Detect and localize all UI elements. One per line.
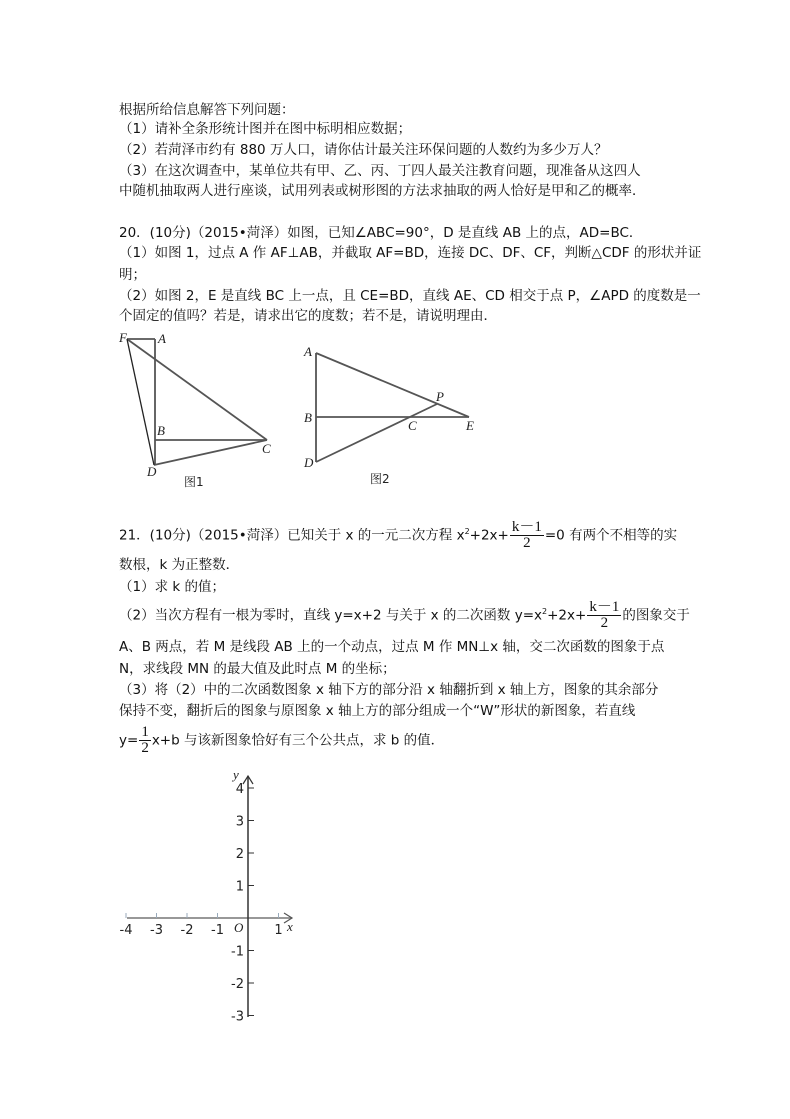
coordinate-axes	[120, 767, 293, 1025]
label-E2: E	[466, 418, 474, 433]
q21-part3a: （3）将（2）中的二次函数图象 x 轴下方的部分沿 x 轴翻折到 x 轴上方，图象的其余部分	[119, 682, 659, 698]
x-tick-label: -2	[180, 923, 194, 938]
x-axis-label: x	[287, 919, 293, 934]
label-C: C	[262, 441, 271, 456]
y-tick-label: -3	[231, 1009, 244, 1025]
figure-2-caption: 图2	[370, 472, 390, 486]
y-tick-label: 2	[235, 847, 244, 862]
exponent: 2	[464, 527, 470, 536]
label-B: B	[157, 423, 165, 438]
numerator: k－1	[511, 519, 542, 535]
text: y=	[119, 732, 139, 749]
x-tick-label: -4	[119, 923, 133, 938]
q20-part2a: （2）如图 2，E 是直线 BC 上一点，且 CE=BD，直线 AE、CD 相交于点 P，∠APD 的度数是一	[119, 288, 701, 304]
exponent: 2	[542, 607, 548, 616]
label-C2: C	[408, 418, 417, 433]
denominator: 2	[523, 535, 531, 551]
numerator: 1	[141, 724, 149, 740]
denominator: 2	[141, 740, 149, 756]
x-tick-label: 1	[274, 923, 283, 938]
q19-part2: （2）若菏泽市约有 880 万人口，请你估计最关注环保问题的人数约为多少万人？	[119, 142, 608, 158]
label-D: D	[147, 464, 157, 479]
text: 21．(10分)（2015•菏泽）已知关于 x 的一元二次方程 x	[119, 527, 465, 544]
y-axis-label: y	[233, 767, 239, 782]
label-D2: D	[304, 455, 314, 470]
numerator: k－1	[589, 599, 620, 615]
figure-1-caption: 图1	[184, 475, 204, 489]
text: +2x+	[547, 607, 587, 624]
label-F: F	[119, 330, 127, 345]
q20-part1b: 明；	[119, 267, 146, 283]
y-tick-label: -2	[231, 977, 244, 992]
label-A2: A	[304, 344, 312, 359]
y-tick-label: 3	[235, 814, 244, 830]
q19-intro: 根据所给信息解答下列问题：	[119, 102, 295, 118]
label-A: A	[158, 331, 166, 346]
q21-part3b: 保持不变，翻折后的图象与原图象 x 轴上方的部分组成一个“W”形状的新图象，若直线	[119, 703, 636, 719]
q19-part1: （1）请补全条形统计图并在图中标明相应数据；	[119, 121, 412, 137]
q20-part2b: 个固定的值吗？若是，请求出它的度数；若不是，请说明理由．	[119, 308, 497, 324]
label-B2: B	[304, 410, 312, 425]
origin-label: O	[234, 920, 244, 935]
text: 的图象交于	[622, 607, 690, 624]
y-tick-label: -1	[231, 944, 244, 960]
x-tick-label: -1	[211, 923, 224, 938]
q19-part3b: 中随机抽取两人进行座谈，试用列表或树形图的方法求抽取的两人恰好是甲和乙的概率．	[119, 183, 646, 199]
q19-part3a: （3）在这次调查中，某单位共有甲、乙、丙、丁四人最关注教育问题，现准备从这四人	[119, 163, 641, 179]
x-tick-label: -3	[150, 923, 163, 938]
figure-1	[127, 339, 267, 465]
label-P2: P	[436, 389, 444, 404]
y-tick-label: 4	[235, 782, 244, 797]
q21-part2c: N，求线段 MN 的最大值及此时点 M 的坐标；	[119, 661, 396, 677]
denominator: 2	[600, 615, 609, 631]
q21-stem-cont: 数根，k 为正整数．	[119, 557, 240, 573]
figure-2	[316, 353, 469, 462]
q21-part2b: A、B 两点，若 M 是线段 AB 上的一个动点，过点 M 作 MN⊥x 轴，交二次函数的图象于点	[119, 639, 665, 655]
q20-part1a: （1）如图 1，过点 A 作 AF⊥AB，并截取 AF=BD，连接 DC、DF、CF，判断△CDF 的形状并证	[119, 245, 702, 261]
text: （2）当次方程有一根为零时，直线 y=x+2 与关于 x 的二次函数 y=x	[119, 607, 543, 624]
q21-part1: （1）求 k 的值；	[119, 579, 225, 595]
text: +2x+	[469, 527, 509, 544]
y-tick-label: 1	[235, 879, 244, 895]
q20-stem: 20．(10分)（2015•菏泽）如图，已知∠ABC=90°，D 是直线 AB 上的点，AD=BC．	[119, 225, 643, 241]
text: =0 有两个不相等的实	[544, 527, 678, 544]
text: x+b 与该新图象恰好有三个公共点，求 b 的值．	[151, 732, 445, 749]
